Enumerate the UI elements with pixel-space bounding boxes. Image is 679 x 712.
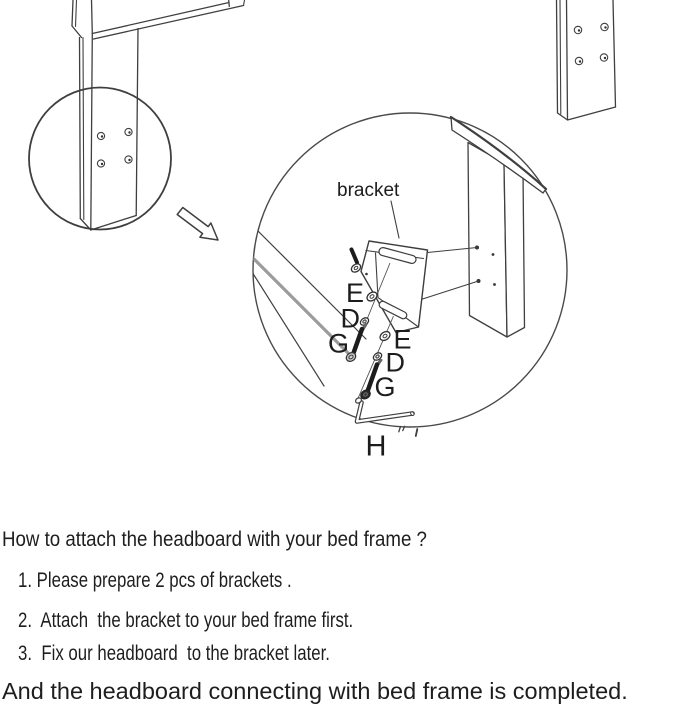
label-e-left: E [345, 278, 364, 308]
installed-bolt [350, 250, 362, 274]
headboard-leg-holes [97, 128, 132, 167]
instruction-step-3: 3. Fix our headboard to the bracket later. [18, 642, 330, 665]
label-e-right: E [393, 324, 412, 355]
instruction-step-1: 1. Please prepare 2 pcs of brackets . [18, 569, 292, 592]
label-d-right: D [385, 347, 405, 378]
washer-e-right [378, 330, 391, 343]
instructions-heading: How to attach the headboard with your bed frame ? [2, 528, 427, 551]
magnifier-circle [29, 88, 171, 230]
print-marks [399, 426, 418, 436]
bracket-drawing [361, 241, 428, 333]
label-d-left: D [340, 303, 360, 334]
bed-frame-leg-drawing [557, 0, 616, 120]
detail-view [252, 113, 567, 436]
label-g-right: G [374, 372, 396, 402]
label-bracket: bracket [337, 180, 400, 201]
zoom-arrow-icon [177, 208, 218, 241]
instruction-step-2: 2. Attach the bracket to your bed frame first. [18, 609, 354, 632]
label-h-tool: H [365, 430, 387, 463]
bracket-leader-line [391, 201, 399, 238]
label-g-left: G [327, 328, 349, 359]
headboard-leg-drawing [29, 0, 245, 230]
instructions-conclusion: And the headboard connecting with bed frame is completed. [2, 678, 628, 704]
bed-frame-leg-holes [574, 23, 608, 64]
